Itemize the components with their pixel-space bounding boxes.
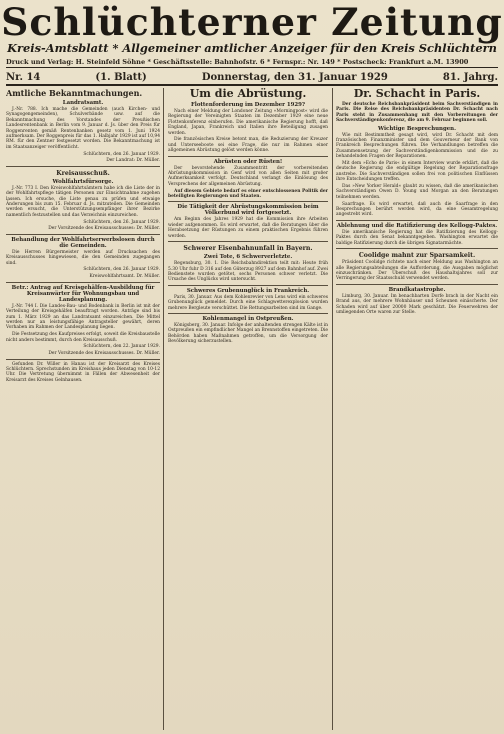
divider — [6, 282, 160, 283]
column-official-notices — [6, 88, 160, 730]
divider — [168, 156, 328, 157]
issue-date: Donnerstag, den 31. Januar 1929 — [201, 71, 388, 83]
article-paragraph: Der bevorstehende Zusammentritt der vorbereitenden Abrüstungskommission in Genf wird von allen Seiten mit großer Aufmerksamkeit verfolgt. Deutschland verlangt die Einlösung des Versprechens der allgemeinen Abrüstung. — [168, 165, 328, 187]
subheading: Schweres Grubenunglück in Frankreich. — [186, 287, 310, 294]
subheading: Wohlfahrtsfürsorge. — [52, 178, 114, 185]
newspaper-title: Schlüchterner Zeitung — [1, 0, 503, 44]
dateline — [6, 70, 498, 86]
section-heading: Amtliche Bekanntmachungen. — [6, 88, 143, 98]
subheading: Flottenforderung im Dezember 1929? — [190, 102, 306, 108]
article-paragraph: Paris, 30. Januar. Aus dem Kohlenrevier von Lens wird ein schweres Grubenunglück gemeldet. Durch eine Schlagwetterexplosion wurden mehrere Bergleute verschüttet. Die Rettungsarbeiten sind im Gange. — [168, 294, 328, 311]
article-paragraph: Nach einer Meldung der Londoner Zeitung »Morningpost« wird die Regierung der Vereinigten Staaten im Dezember 1929 eine neue Flottenkonferenz einberufen. Die amerikanische Regierung hofft, daß England, Japan, Frankreich und Italien ihre Beteiligung zusagen werden. — [168, 109, 328, 136]
article-paragraph: Limburg, 30. Januar. Im benachbarten Dorfe brach in der Nacht ein Brand aus, der mehrere Wohnhäuser und Scheunen einäscherte. Der Schaden wird auf über 20000 Mark geschätzt. Die Feuerwehren der umliegenden Orte waren zur Stelle. — [336, 293, 498, 315]
subheading: Coolidge mahnt zur Sparsamkeit. — [358, 252, 476, 260]
signature-date: Schlüchtern, den 26. Januar 1929. — [83, 151, 160, 157]
signature-name: Der Landrat: Dr. Müller. — [106, 158, 160, 164]
article-paragraph: J.-Nr. 773 I. Den Kreiswohlfahrtsämtern habe ich die Liste der in der Wohlfahrtspflege tätigen Personen zur Einsichtnahme zugehen lassen. Ich ersuche, die Liste genau zu prüfen und etwaige Änderungen bis zum 15. Februar d. Js. mitzuteilen. Die Gemeinden werden ersucht, die Unterstützungsempfänger ihrer Bezirke namentlich festzustellen und das Verzeichnis einzureichen. — [6, 185, 160, 218]
article-paragraph: Am Beginn des Jahres 1929 hat die Kommission ihre Arbeiten wieder aufgenommen. Es wird erwartet, daß die Beratungen über die Herabsetzung der Rüstungen zu einem praktischen Ergebnis führen werden. — [168, 217, 328, 239]
subheading: Landratsamt. — [62, 100, 104, 106]
article-paragraph: Königsberg, 30. Januar. Infolge der anhaltenden strengen Kälte ist in Ostpreußen ein empfindlicher Mangel an Brennstoffen eingetreten. Die Behörden haben Maßnahmen getroffen, um die Versorgung der Bevölkerung sicherzustellen. — [168, 322, 328, 345]
divider — [6, 166, 160, 167]
article-paragraph: Auf diesem Gebiete bedarf es einer entschlossenen Politik der beteiligten Regierungen und Staaten. — [168, 188, 328, 200]
signature-date: Schlüchtern, den 26. Januar 1929. — [83, 267, 160, 273]
article-headline: Um die Abrüstung. — [189, 88, 307, 100]
edition-label: (1. Blatt) — [95, 71, 147, 83]
column-schacht-paris — [336, 88, 498, 730]
article-paragraph: Das »New Yorker Herald« glaubt zu wissen, daß die amerikanischen Sachverständigen Owen D. Young und Morgan an den Beratungen teilnehmen werden. — [336, 184, 498, 200]
subheading: Zwei Tote, 6 Schwerverletzte. — [203, 254, 293, 261]
article-paragraph: Die Festsetzung des Kaufpreises erfolgt, soweit die Kreisbaustelle nicht anders bestimmt, durch den Kreisausschuß. — [6, 332, 160, 343]
subheading: Behandlung der Wohlfahrtserwerbslosen durch die Gemeinden. — [11, 236, 155, 249]
article-paragraph: Die Herren Bürgermeister werden auf Drucksachen des Kreisausschusses hingewiesen, die den Gemeinden zugegangen sind. — [6, 249, 160, 266]
article-paragraph: J.-Nr. 744 I. Die Landes-Bau- und Bodenbank in Berlin ist mit der Verteilung der Kreisgehälfen beauftragt worden. Anträge sind bis zum 1. März 1929 an das Landratsamt einzureichen. Die Mittel werden nur an leistungsfähige Antragsteller gewährt, deren Vorhaben im Rahmen der Landesplanung liegen. — [6, 303, 160, 331]
article-headline: Dr. Schacht in Paris. — [353, 88, 481, 100]
newspaper-subtitle: Kreis-Amtsblatt * Allgemeiner amtlicher Anzeiger für den Kreis Schlüchtern — [7, 41, 497, 55]
article-paragraph: Wie mit Bestimmtheit gesagt wird, wird Dr. Schacht mit dem französischen Finanzminister und dem Gouverneur der Bank von Frankreich Besprechungen führen. Die Verhandlungen betreffen die Zusammensetzung der Sachverständigenkommission und die zu behandelnden Fragen der Reparationen. — [336, 132, 498, 160]
article-paragraph: Der deutsche Reichsbankpräsident beim Sachverständigen in Paris. Die Reise des Reichsbankpräsidenten Dr. Schacht nach Paris steht in Zusammenhang mit den Vorbereitungen der Sachverständigenkonferenz, die am 9. Februar beginnen soll. — [336, 102, 498, 124]
signature-name: Der Vorsitzende des Kreisausschusses. Dr. Müller. — [48, 351, 160, 357]
signature-name: Kreiswohlfahrtsamt. Dr. Müller. — [89, 274, 160, 280]
column-rule-1 — [163, 88, 164, 730]
divider — [6, 359, 160, 360]
article-paragraph: Gefunden Dr. Willer in Hanau ist der Kreisarzt des Kreises Schlüchtern. Sprechstunden im Kreishaus jeden Dienstag von 10-12 Uhr. Die Vertretung übernimmt in Fällen der Abwesenheit der Kreisarzt des Kreises Gelnhausen. — [6, 361, 160, 383]
article-paragraph: J.-Nr. 788. Ich mache die Gemeinden (auch Kirchen- und Synagogengemeinden), Schulverbände usw. auf die Bekanntmachung des Vorstandes der Preußischen Landesrentenbank in Berlin vom 9. Januar d. Js. über den Preis für Roggenrenten gemäß Rentenbanken gesetz vom 1. Juni 1924 aufmerksam. Der Roggenpreis für das 1. Halbjahr 1929 ist auf 10,94 RM. für den Zentner festgesetzt worden. Die Bekanntmachung ist im Staatsanzeiger veröffentlicht. — [6, 107, 160, 150]
subheading: Abrüsten oder Rüsten! — [213, 158, 283, 165]
divider — [336, 284, 498, 285]
divider — [336, 220, 498, 221]
subheading: Kreisausschuß. — [56, 169, 110, 177]
article-paragraph: Mit dem »Echo de Paris« in einem Interview wurde erklärt, daß die deutsche Regierung die endgültige Regelung der Reparationsfrage anstrebe. Die Sachverständigen sollen frei von politischen Einflüssen ihre Entscheidungen treffen. — [336, 161, 498, 183]
column-disarmament — [168, 88, 328, 730]
signature-name: Der Vorsitzende des Kreisausschusses: Dr. Müller. — [48, 226, 160, 232]
column-rule-2 — [332, 88, 333, 730]
issue-number: Nr. 14 — [6, 71, 41, 83]
publisher-line: Druck und Verlag: H. Steinfeld Söhne * Geschäftsstelle: Bahnhofstr. 6 * Fernspr.: Nr. 149 * Postscheck: Frankfurt a.M. 13900 — [6, 58, 498, 68]
subheading: Ablehnung und die Ratifizierung des Kellogg-Paktes. — [336, 222, 498, 229]
volume-year: 81. Jahrg. — [442, 71, 498, 83]
article-paragraph: Präsident Coolidge richtete nach einer Meldung aus Washington an alle Regierungsabteilungen die Aufforderung, die Ausgaben möglichst einzuschränken. Der Überschuß des Haushaltsjahres soll zur Verringerung der Staatsschuld verwendet werden. — [336, 260, 498, 282]
divider — [168, 285, 328, 286]
signature-date: Schlüchtern, den 26. Januar 1929. — [83, 219, 160, 225]
subheading: Betr.: Antrag auf Kreisgehälfen-Ausbildung für Kreisanwärter für Wohnungsbau und Landesplanung. — [11, 284, 155, 303]
subheading: Wichtige Besprechungen. — [378, 125, 456, 132]
subheading: Kohlenmangel in Ostpreußen. — [202, 315, 294, 322]
article-paragraph: Saarfrage. Es wird erwartet, daß auch die Saarfrage in den Besprechungen berührt werden wird, da eine Gesamtregelung angestrebt wird. — [336, 201, 498, 218]
article-paragraph: Die amerikanische Regierung hat die Ratifizierung des Kellogg-Paktes durch den Senat bekanntgegeben. Washington erwartet die baldige Ratifizierung durch die übrigen Signatarmächte. — [336, 229, 498, 246]
article-paragraph: Die französischen Kreise betont man, die Reduzierung der Kreuzer und Unterseeboote sei eine Frage, die nur im Rahmen einer allgemeinen Abrüstung gelöst werden könne. — [168, 137, 328, 154]
divider — [168, 201, 328, 202]
article-paragraph: Regensburg, 30. 1. Die Reichsbahndirektion teilt mit: Heute früh 5.30 Uhr fuhr D 316 auf den Güterzug 8927 auf dem Bahnhof auf. Zwei Bedienstete wurden getötet, sechs Personen schwer verletzt. Die Ursache des Unglücks wird untersucht. — [168, 261, 328, 283]
subheading: Brandkatastrophe. — [388, 286, 446, 293]
subheading: Die Tätigkeit der Abrüstungskommission beim Völkerbund wird fortgesetzt. — [177, 204, 319, 217]
masthead — [1, 0, 503, 56]
divider — [336, 248, 498, 249]
divider — [168, 313, 328, 314]
divider — [6, 234, 160, 235]
divider — [168, 241, 328, 242]
subheading: Schwerer Eisenbahnunfall in Bayern. — [183, 245, 313, 253]
signature-date: Schlüchtern, den 22. Januar 1929. — [83, 344, 160, 350]
